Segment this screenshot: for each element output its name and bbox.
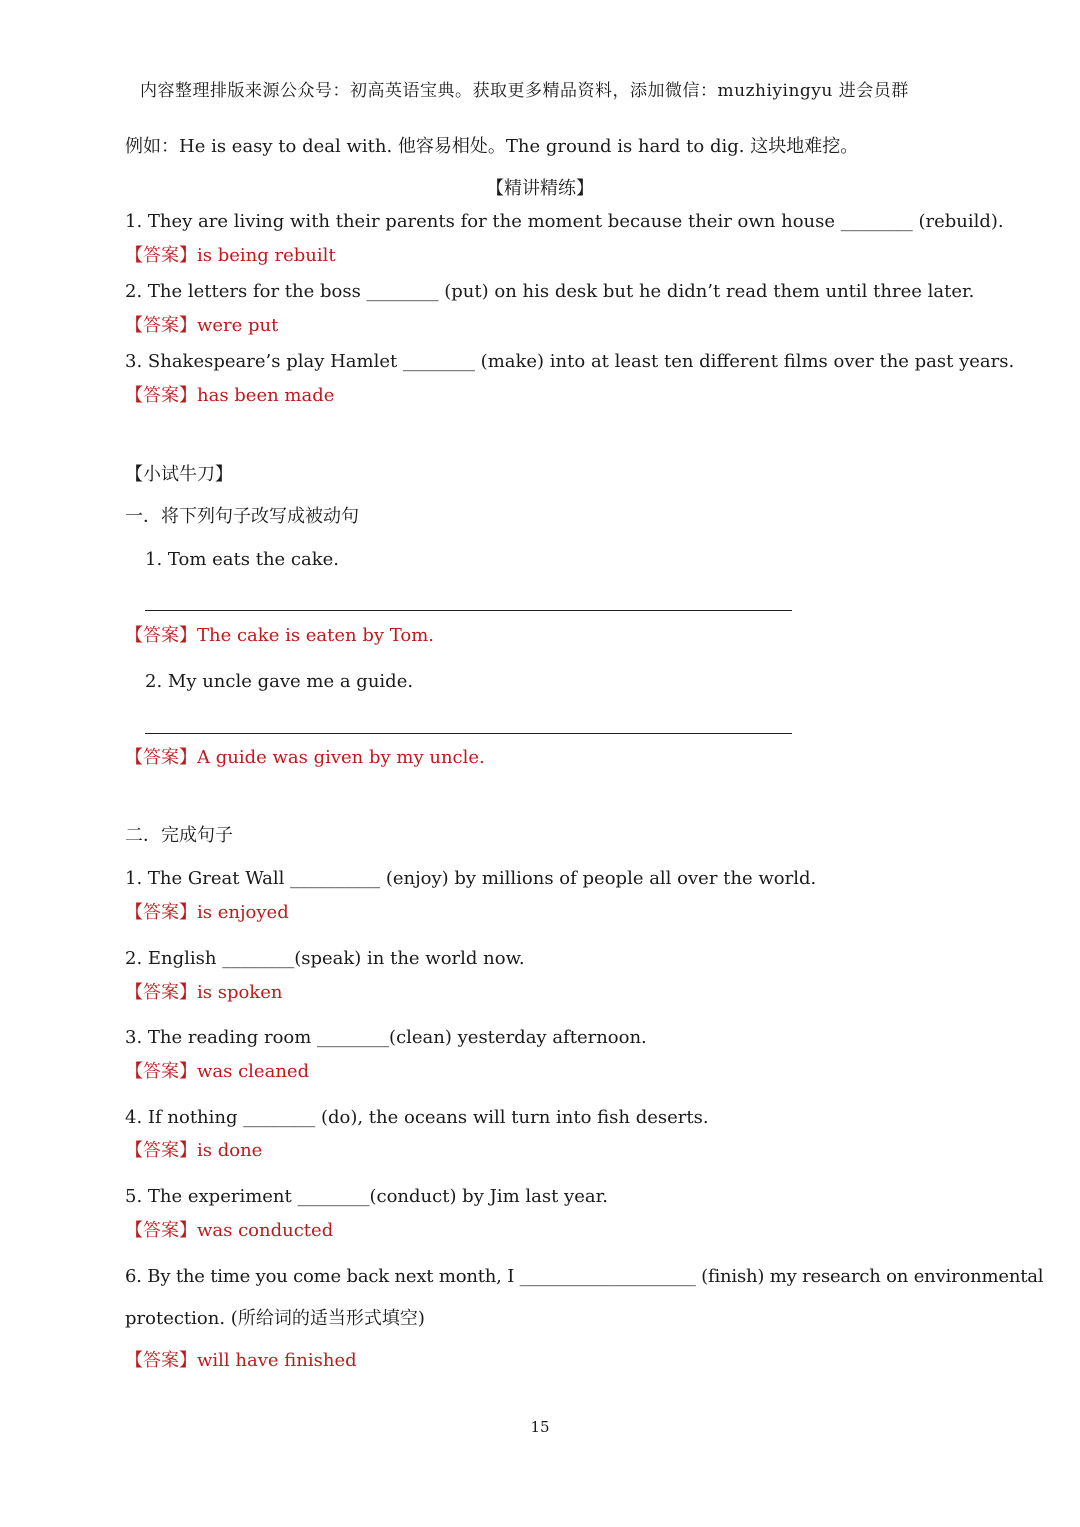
exercise-question-continued: protection. (所给词的适当形式填空) [125,1308,425,1329]
exercise-answer: 【答案】will have finished [125,1350,357,1371]
section-title-trial: 【小试牛刀】 [125,464,233,485]
exercise-answer: 【答案】were put [125,315,279,336]
exercise-answer: 【答案】was cleaned [125,1061,310,1082]
exercise-answer: 【答案】is done [125,1140,263,1161]
exercise-answer: 【答案】A guide was given by my uncle. [125,747,485,768]
page-header: 内容整理排版来源公众号：初高英语宝典。获取更多精品资料，添加微信：muzhiyingyu 进会员群 [140,81,909,101]
example-sentence: 例如：He is easy to deal with. 他容易相处。The ground is hard to dig. 这块地难挖。 [125,136,859,157]
answer-blank-line [145,610,792,611]
exercise-question: 4. If nothing ________ (do), the oceans will turn into fish deserts. [125,1107,709,1128]
exercise-answer: 【答案】is being rebuilt [125,245,336,266]
exercise-answer: 【答案】has been made [125,385,335,406]
exercise-question: 3. Shakespeare’s play Hamlet ________ (make) into at least ten different films over the past years. [125,351,1015,372]
exercise-question: 1. Tom eats the cake. [145,549,340,570]
exercise-answer: 【答案】was conducted [125,1220,334,1241]
section-title-practice: 【精讲精练】 [486,178,594,199]
exercise-question: 1. They are living with their parents for the moment because their own house ________ (rebuild). [125,211,1004,232]
exercise-question: 6. By the time you come back next month, I ____________________ (finish) my research on environmental [125,1266,1044,1287]
exercise-answer: 【答案】is spoken [125,982,283,1003]
page-number: 15 [530,1418,550,1436]
answer-blank-line [145,733,792,734]
exercise-question: 3. The reading room ________(clean) yesterday afternoon. [125,1027,647,1048]
exercise-question: 5. The experiment ________(conduct) by Jim last year. [125,1186,608,1207]
exercise-answer: 【答案】is enjoyed [125,902,289,923]
exercise-question: 1. The Great Wall __________ (enjoy) by millions of people all over the world. [125,868,817,889]
exercise-question: 2. English ________(speak) in the world now. [125,948,525,969]
part-title-complete: 二．完成句子 [125,825,233,846]
part-title-passive: 一．将下列句子改写成被动句 [125,506,359,527]
exercise-question: 2. The letters for the boss ________ (put) on his desk but he didn’t read them until three later. [125,281,975,302]
exercise-question: 2. My uncle gave me a guide. [145,671,414,692]
exercise-answer: 【答案】The cake is eaten by Tom. [125,625,435,646]
